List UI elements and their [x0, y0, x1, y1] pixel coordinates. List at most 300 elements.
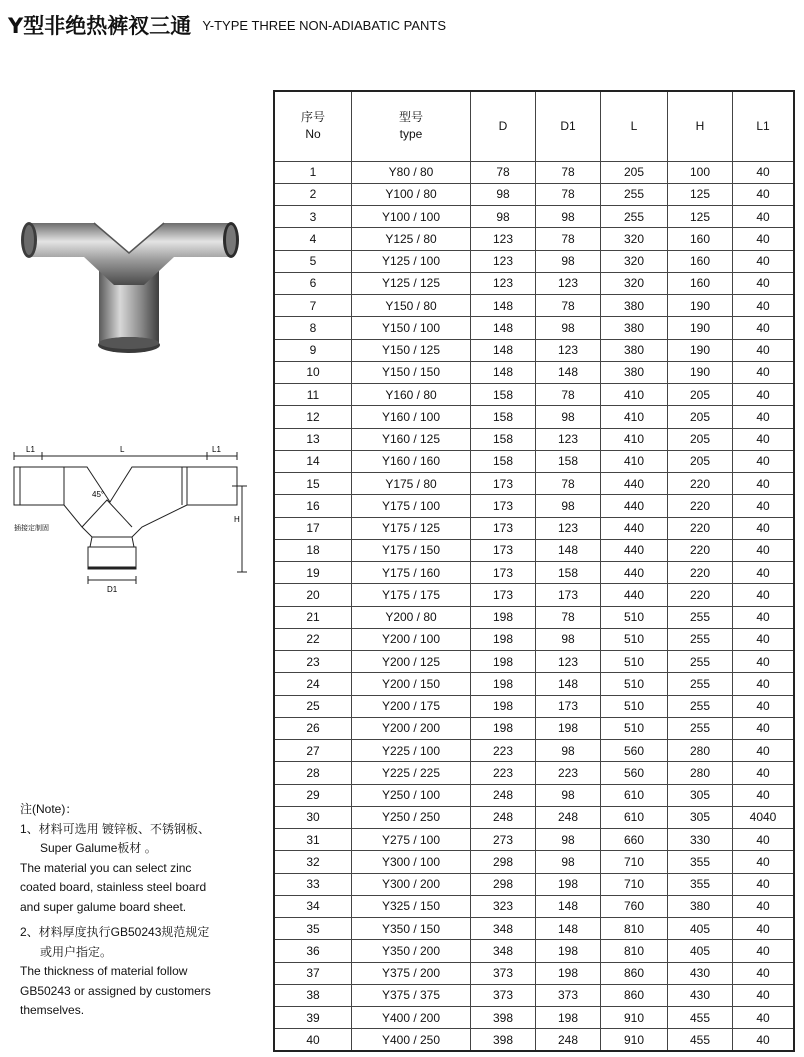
cell-no: 35: [274, 918, 352, 940]
title-english: Y-TYPE THREE NON-ADIABATIC PANTS: [202, 17, 446, 33]
cell-type: Y400 / 250: [352, 1029, 471, 1051]
cell-type: Y400 / 200: [352, 1007, 471, 1029]
cell-l: 910: [601, 1029, 668, 1051]
cell-l: 860: [601, 962, 668, 984]
cell-l: 440: [601, 539, 668, 561]
cell-type: Y175 / 150: [352, 539, 471, 561]
cell-l1: 40: [733, 1007, 795, 1029]
cell-no: 14: [274, 450, 352, 472]
note2-en-line3: themselves.: [20, 1003, 85, 1017]
cell-no: 31: [274, 829, 352, 851]
table-header-row: [274, 91, 794, 161]
header-no-zh: 序号: [300, 110, 325, 125]
cell-l: 510: [601, 695, 668, 717]
cell-type: Y250 / 100: [352, 784, 471, 806]
cell-type: Y125 / 80: [352, 228, 471, 250]
cell-d1: 123: [536, 651, 601, 673]
cell-l1: 40: [733, 651, 795, 673]
cell-h: 190: [668, 361, 733, 383]
cell-type: Y100 / 80: [352, 183, 471, 205]
cell-no: 3: [274, 206, 352, 228]
table-row: [274, 606, 794, 628]
cell-l: 255: [601, 183, 668, 205]
cell-l1: 40: [733, 406, 795, 428]
cell-d: 158: [471, 450, 536, 472]
note1-zh-line1: 1、材料可选用 镀锌板、不锈钢板、: [20, 821, 211, 836]
cell-d: 298: [471, 851, 536, 873]
cell-l1: 40: [733, 450, 795, 472]
cell-no: 33: [274, 873, 352, 895]
cell-d1: 148: [536, 895, 601, 917]
table-row: [274, 1007, 794, 1029]
cell-d: 373: [471, 984, 536, 1006]
cell-type: Y175 / 160: [352, 562, 471, 584]
cell-d: 98: [471, 183, 536, 205]
cell-h: 455: [668, 1007, 733, 1029]
cell-no: 9: [274, 339, 352, 361]
cell-no: 34: [274, 895, 352, 917]
header-l: L: [601, 91, 668, 161]
cell-l1: 40: [733, 606, 795, 628]
cell-l1: 40: [733, 295, 795, 317]
cell-l: 410: [601, 428, 668, 450]
cell-h: 190: [668, 295, 733, 317]
cell-type: Y160 / 100: [352, 406, 471, 428]
cell-d: 173: [471, 584, 536, 606]
cell-l: 860: [601, 984, 668, 1006]
cell-l1: 40: [733, 539, 795, 561]
notes-heading: 注(Note)：: [20, 802, 78, 816]
cell-d: 198: [471, 651, 536, 673]
cell-d: 173: [471, 517, 536, 539]
cell-l: 560: [601, 762, 668, 784]
header-type-zh: 型号: [398, 110, 423, 125]
cell-type: Y250 / 250: [352, 806, 471, 828]
cell-d1: 98: [536, 784, 601, 806]
cell-l1: 40: [733, 250, 795, 272]
drawing-label-l: L: [120, 445, 125, 454]
cell-h: 355: [668, 873, 733, 895]
cell-no: 4: [274, 228, 352, 250]
cell-type: Y350 / 150: [352, 918, 471, 940]
cell-d1: 148: [536, 361, 601, 383]
cell-h: 220: [668, 517, 733, 539]
cell-type: Y150 / 80: [352, 295, 471, 317]
cell-d: 173: [471, 562, 536, 584]
table-row: [274, 628, 794, 650]
cell-l1: 40: [733, 495, 795, 517]
cell-no: 7: [274, 295, 352, 317]
cell-l: 320: [601, 228, 668, 250]
cell-no: 27: [274, 740, 352, 762]
drawing-label-angle: 45°: [92, 490, 105, 499]
table-row: [274, 384, 794, 406]
cell-d1: 78: [536, 384, 601, 406]
spec-table: [273, 90, 795, 1052]
cell-l1: 40: [733, 695, 795, 717]
cell-d: 198: [471, 717, 536, 739]
cell-d1: 158: [536, 562, 601, 584]
table-row: [274, 695, 794, 717]
cell-l1: 40: [733, 428, 795, 450]
table-row: [274, 651, 794, 673]
cell-no: 11: [274, 384, 352, 406]
header-h: H: [668, 91, 733, 161]
cell-no: 23: [274, 651, 352, 673]
table-row: [274, 539, 794, 561]
cell-d1: 98: [536, 495, 601, 517]
cell-h: 100: [668, 161, 733, 183]
cell-d1: 78: [536, 606, 601, 628]
cell-type: Y150 / 125: [352, 339, 471, 361]
header-type-en: type: [399, 127, 423, 142]
cell-d1: 78: [536, 295, 601, 317]
cell-d: 373: [471, 962, 536, 984]
cell-l1: 40: [733, 517, 795, 539]
cell-type: Y160 / 125: [352, 428, 471, 450]
cell-h: 125: [668, 183, 733, 205]
cell-l1: 40: [733, 161, 795, 183]
cell-type: Y160 / 80: [352, 384, 471, 406]
table-row: [274, 940, 794, 962]
cell-d1: 123: [536, 339, 601, 361]
table-row: [274, 762, 794, 784]
cell-type: Y200 / 100: [352, 628, 471, 650]
table-row: [274, 873, 794, 895]
table-row: [274, 339, 794, 361]
cell-d1: 78: [536, 161, 601, 183]
cell-l1: 40: [733, 740, 795, 762]
header-no: [274, 91, 352, 161]
cell-type: Y125 / 125: [352, 272, 471, 294]
cell-d: 123: [471, 228, 536, 250]
table-row: [274, 784, 794, 806]
cell-no: 13: [274, 428, 352, 450]
cell-type: Y200 / 175: [352, 695, 471, 717]
table-row: [274, 161, 794, 183]
cell-d: 123: [471, 250, 536, 272]
cell-h: 190: [668, 339, 733, 361]
cell-l: 810: [601, 940, 668, 962]
cell-l1: 40: [733, 339, 795, 361]
cell-d1: 158: [536, 450, 601, 472]
cell-type: Y200 / 200: [352, 717, 471, 739]
table-row: [274, 717, 794, 739]
table-row: [274, 895, 794, 917]
cell-d: 78: [471, 161, 536, 183]
cell-d: 158: [471, 406, 536, 428]
product-photo: [14, 205, 244, 363]
cell-h: 125: [668, 206, 733, 228]
cell-no: 36: [274, 940, 352, 962]
drawing-label-d1: D1: [107, 585, 118, 594]
table-row: [274, 428, 794, 450]
table-row: [274, 962, 794, 984]
notes: [20, 800, 260, 1021]
cell-h: 355: [668, 851, 733, 873]
cell-no: 22: [274, 628, 352, 650]
cell-l: 410: [601, 450, 668, 472]
cell-type: Y175 / 175: [352, 584, 471, 606]
cell-l: 510: [601, 606, 668, 628]
cell-d1: 98: [536, 628, 601, 650]
cell-d1: 373: [536, 984, 601, 1006]
table-row: [274, 228, 794, 250]
table-row: [274, 295, 794, 317]
table-row: [274, 406, 794, 428]
table-row: [274, 272, 794, 294]
drawing-label-l1-right: L1: [212, 445, 221, 454]
cell-d: 198: [471, 606, 536, 628]
cell-d: 348: [471, 940, 536, 962]
cell-type: Y350 / 200: [352, 940, 471, 962]
cell-d1: 98: [536, 829, 601, 851]
cell-type: Y300 / 100: [352, 851, 471, 873]
cell-l: 710: [601, 851, 668, 873]
cell-l: 320: [601, 250, 668, 272]
cell-d: 158: [471, 384, 536, 406]
cell-d: 173: [471, 473, 536, 495]
cell-d1: 148: [536, 539, 601, 561]
table-row: [274, 984, 794, 1006]
cell-l: 760: [601, 895, 668, 917]
cell-no: 20: [274, 584, 352, 606]
cell-d1: 98: [536, 250, 601, 272]
cell-l: 510: [601, 717, 668, 739]
technical-drawing: [12, 442, 250, 597]
cell-type: Y80 / 80: [352, 161, 471, 183]
cell-no: 2: [274, 183, 352, 205]
cell-d1: 78: [536, 228, 601, 250]
cell-h: 205: [668, 428, 733, 450]
cell-h: 205: [668, 450, 733, 472]
cell-type: Y100 / 100: [352, 206, 471, 228]
cell-d1: 98: [536, 851, 601, 873]
cell-no: 24: [274, 673, 352, 695]
cell-type: Y160 / 160: [352, 450, 471, 472]
cell-no: 37: [274, 962, 352, 984]
cell-l: 810: [601, 918, 668, 940]
cell-type: Y225 / 100: [352, 740, 471, 762]
cell-l: 205: [601, 161, 668, 183]
cell-d1: 78: [536, 183, 601, 205]
cell-no: 5: [274, 250, 352, 272]
note1-zh-line2: Super Galume板材 。: [40, 841, 157, 855]
cell-no: 26: [274, 717, 352, 739]
cell-d1: 173: [536, 584, 601, 606]
cell-h: 405: [668, 940, 733, 962]
cell-l1: 40: [733, 717, 795, 739]
cell-no: 19: [274, 562, 352, 584]
cell-h: 205: [668, 406, 733, 428]
cell-l: 510: [601, 651, 668, 673]
cell-l: 320: [601, 272, 668, 294]
cell-d: 123: [471, 272, 536, 294]
cell-l1: 40: [733, 584, 795, 606]
cell-type: Y175 / 125: [352, 517, 471, 539]
table-row: [274, 450, 794, 472]
cell-l: 410: [601, 384, 668, 406]
note1-en-line1: The material you can select zinc: [20, 860, 192, 875]
cell-no: 38: [274, 984, 352, 1006]
cell-no: 17: [274, 517, 352, 539]
cell-h: 255: [668, 673, 733, 695]
cell-l: 255: [601, 206, 668, 228]
cell-d1: 198: [536, 717, 601, 739]
cell-l1: 40: [733, 873, 795, 895]
cell-d: 173: [471, 539, 536, 561]
cell-d1: 123: [536, 517, 601, 539]
cell-l1: 40: [733, 562, 795, 584]
header-type: [352, 91, 471, 161]
drawing-label-l1: L1: [26, 445, 35, 454]
cell-l: 710: [601, 873, 668, 895]
cell-type: Y325 / 150: [352, 895, 471, 917]
cell-d1: 98: [536, 206, 601, 228]
cell-l: 380: [601, 317, 668, 339]
cell-type: Y275 / 100: [352, 829, 471, 851]
cell-h: 220: [668, 495, 733, 517]
cell-h: 220: [668, 562, 733, 584]
cell-d: 173: [471, 495, 536, 517]
cell-d: 158: [471, 428, 536, 450]
cell-d: 148: [471, 339, 536, 361]
title-chinese: Y型非绝热裤衩三通: [8, 14, 192, 38]
cell-l1: 40: [733, 1029, 795, 1051]
cell-d1: 173: [536, 695, 601, 717]
cell-no: 15: [274, 473, 352, 495]
cell-l1: 40: [733, 206, 795, 228]
cell-d1: 98: [536, 406, 601, 428]
cell-d: 198: [471, 673, 536, 695]
cell-h: 305: [668, 806, 733, 828]
cell-l: 440: [601, 473, 668, 495]
cell-l: 440: [601, 495, 668, 517]
cell-l1: 40: [733, 940, 795, 962]
cell-h: 255: [668, 651, 733, 673]
table-row: [274, 829, 794, 851]
cell-d: 298: [471, 873, 536, 895]
cell-type: Y125 / 100: [352, 250, 471, 272]
cell-d: 273: [471, 829, 536, 851]
table-row: [274, 473, 794, 495]
table-row: [274, 673, 794, 695]
table-row: [274, 495, 794, 517]
cell-d: 98: [471, 206, 536, 228]
cell-d1: 198: [536, 873, 601, 895]
cell-no: 21: [274, 606, 352, 628]
cell-d: 248: [471, 806, 536, 828]
cell-d1: 123: [536, 428, 601, 450]
cell-type: Y300 / 200: [352, 873, 471, 895]
cell-h: 430: [668, 984, 733, 1006]
cell-no: 1: [274, 161, 352, 183]
cell-l: 510: [601, 673, 668, 695]
cell-no: 32: [274, 851, 352, 873]
cell-d: 148: [471, 317, 536, 339]
cell-l: 410: [601, 406, 668, 428]
cell-d: 223: [471, 762, 536, 784]
cell-d1: 123: [536, 272, 601, 294]
table-row: [274, 361, 794, 383]
table-row: [274, 206, 794, 228]
cell-d: 198: [471, 695, 536, 717]
cell-l: 440: [601, 584, 668, 606]
header-d: D: [471, 91, 536, 161]
cell-l: 910: [601, 1007, 668, 1029]
cell-l: 440: [601, 562, 668, 584]
table-row: [274, 517, 794, 539]
cell-l1: 40: [733, 673, 795, 695]
cell-h: 160: [668, 272, 733, 294]
cell-type: Y175 / 80: [352, 473, 471, 495]
cell-h: 330: [668, 829, 733, 851]
cell-type: Y200 / 80: [352, 606, 471, 628]
cell-d: 223: [471, 740, 536, 762]
cell-h: 255: [668, 695, 733, 717]
cell-l1: 40: [733, 895, 795, 917]
cell-l1: 40: [733, 829, 795, 851]
cell-d1: 148: [536, 918, 601, 940]
cell-l1: 40: [733, 962, 795, 984]
header-no-en: No: [305, 127, 321, 142]
cell-l1: 40: [733, 317, 795, 339]
cell-l: 660: [601, 829, 668, 851]
cell-h: 255: [668, 628, 733, 650]
cell-l1: 40: [733, 784, 795, 806]
cell-h: 405: [668, 918, 733, 940]
cell-h: 190: [668, 317, 733, 339]
cell-d1: 198: [536, 940, 601, 962]
cell-l1: 40: [733, 473, 795, 495]
cell-no: 29: [274, 784, 352, 806]
cell-h: 220: [668, 584, 733, 606]
note2-zh-line2: 或用户指定。: [40, 944, 113, 959]
note1-en-line3: and super galume board sheet.: [20, 899, 187, 914]
cell-d1: 98: [536, 740, 601, 762]
cell-d: 148: [471, 295, 536, 317]
cell-h: 255: [668, 717, 733, 739]
header-d1: D1: [536, 91, 601, 161]
cell-no: 30: [274, 806, 352, 828]
cell-l1: 40: [733, 272, 795, 294]
cell-l1: 40: [733, 384, 795, 406]
cell-type: Y150 / 100: [352, 317, 471, 339]
cell-l: 510: [601, 628, 668, 650]
cell-no: 12: [274, 406, 352, 428]
cell-d1: 198: [536, 962, 601, 984]
cell-h: 280: [668, 740, 733, 762]
cell-l: 560: [601, 740, 668, 762]
cell-l: 380: [601, 295, 668, 317]
cell-no: 40: [274, 1029, 352, 1051]
cell-no: 6: [274, 272, 352, 294]
cell-type: Y375 / 200: [352, 962, 471, 984]
cell-d: 148: [471, 361, 536, 383]
cell-type: Y200 / 125: [352, 651, 471, 673]
cell-h: 160: [668, 250, 733, 272]
table-row: [274, 250, 794, 272]
cell-no: 10: [274, 361, 352, 383]
cell-h: 255: [668, 606, 733, 628]
cell-l: 610: [601, 806, 668, 828]
cell-no: 8: [274, 317, 352, 339]
cell-type: Y200 / 150: [352, 673, 471, 695]
table-row: [274, 918, 794, 940]
cell-l1: 40: [733, 984, 795, 1006]
table-row: [274, 1029, 794, 1051]
cell-h: 280: [668, 762, 733, 784]
